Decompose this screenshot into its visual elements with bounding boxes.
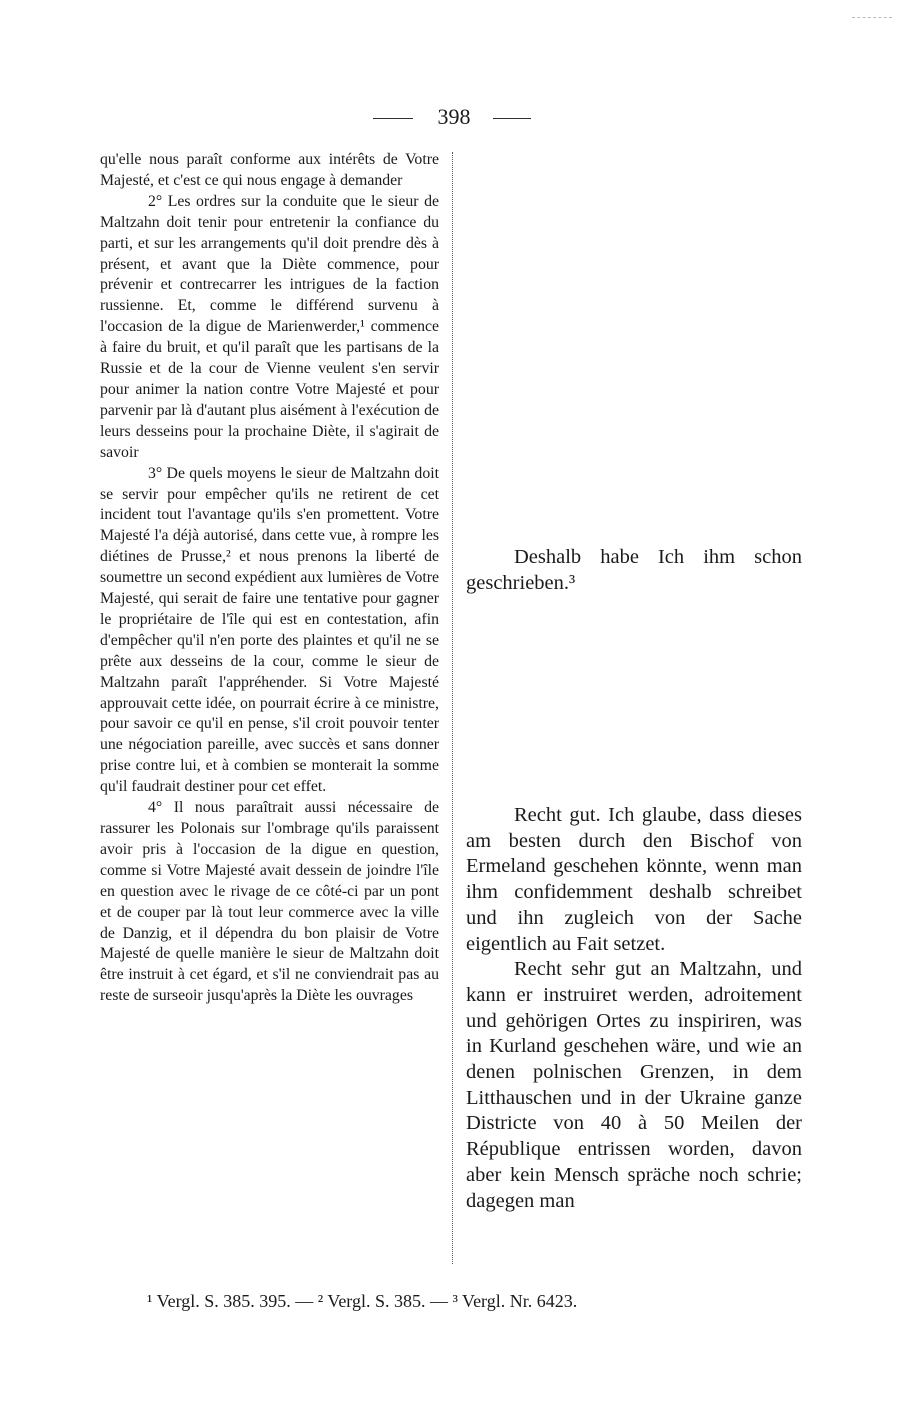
- annotation-2-paragraph-1: Recht gut. Ich glaube, dass dieses am besten durch den Bischof von Ermeland geschehen könnte, wenn man ihm confidemment deshalb schreibet und ihn zugleich von der Sache eigentlich au Fait setzet.: [466, 804, 802, 955]
- left-paragraph-1: qu'elle nous paraît conforme aux intérêts de Votre Majesté, et c'est ce qui nous engage à demander: [100, 151, 439, 189]
- header-dash-right: [493, 118, 531, 119]
- column-divider: [452, 152, 453, 1264]
- right-column-annotation-2: [466, 803, 802, 1214]
- scan-edge-mark: [852, 17, 892, 20]
- footnotes: ¹ Vergl. S. 385. 395. — ² Vergl. S. 385. — ³ Vergl. Nr. 6423.: [147, 1291, 578, 1311]
- page-number: 398: [437, 104, 471, 129]
- left-column-french: [100, 150, 439, 1007]
- right-column-annotation-1: [466, 545, 802, 596]
- annotation-1-text: Deshalb habe Ich ihm schon geschrieben.³: [466, 546, 802, 594]
- page-header: [0, 103, 900, 133]
- left-paragraph-3: 3° De quels moyens le sieur de Maltzahn doit se servir pour empêcher qu'ils ne retirent de cet incident tout l'avantage qu'ils s'en promettent. Votre Majesté l'a déjà autorisé, dans cette vue, à rompre les diétines de Prusse,² et nous prenons la liberté de soumettre un second expédient aux lumières de Votre Majesté, qui serait de faire une tentative pour gagner le propriétaire de l'île qui est en contestation, afin d'empêcher qu'il n'en porte des plaintes et qu'il ne se prête aux desseins de la cour, comme le sieur de Maltzahn paraît l'appréhender. Si Votre Majesté approuvait cette idée, on pourrait écrire à ce ministre, pour savoir ce qu'il en pense, s'il croit pouvoir tenter une négociation pareille, avec succès et sans donner prise contre lui, et à combien se monterait la somme qu'il faudrait destiner pour cet effet.: [100, 464, 439, 796]
- left-paragraph-2: 2° Les ordres sur la conduite que le sieur de Maltzahn doit tenir pour entretenir la confiance du parti, et sur les arrangements qu'il doit prendre dès à présent, et avant que la Diète commence, pour prévenir et contrecarrer les intrigues de la faction russienne. Et, comme le différend survenu à l'occasion de la digue de Marienwerder,¹ commence à faire du bruit, et qu'il paraît que les partisans de la Russie et de la cour de Vienne veulent s'en servir pour animer la nation contre Votre Majesté et pour parvenir par là d'autant plus aisément à l'exécution de leurs desseins pour la prochaine Diète, il s'agirait de savoir: [100, 192, 439, 461]
- annotation-2-paragraph-2: Recht sehr gut an Maltzahn, und kann er instruiret werden, adroitement und gehörigen Ortes zu inspiriren, was in Kurland geschehen wäre, und wie an denen polnischen Grenzen, in dem Litthauschen und in der Ukraine ganze Districte von 40 à 50 Meilen der République entrissen worden, davon aber kein Mensch spräche noch schrie; dagegen man: [466, 958, 802, 1212]
- header-dash-left: [373, 118, 413, 119]
- left-paragraph-4: 4° Il nous paraîtrait aussi nécessaire de rassurer les Polonais sur l'ombrage qu'ils paraissent avoir pris à l'occasion de la digue en question, comme si Votre Majesté avait dessein de joindre l'île en question avec le rivage de ce côté-ci par un pont et de couper par là tout leur commerce avec la ville de Danzig, et il dépendra du bon plaisir de Votre Majesté de quelle manière le sieur de Maltzahn doit être instruit à cet égard, et s'il ne conviendrait pas au reste de surseoir jusqu'après la Diète les ouvrages: [100, 799, 439, 1005]
